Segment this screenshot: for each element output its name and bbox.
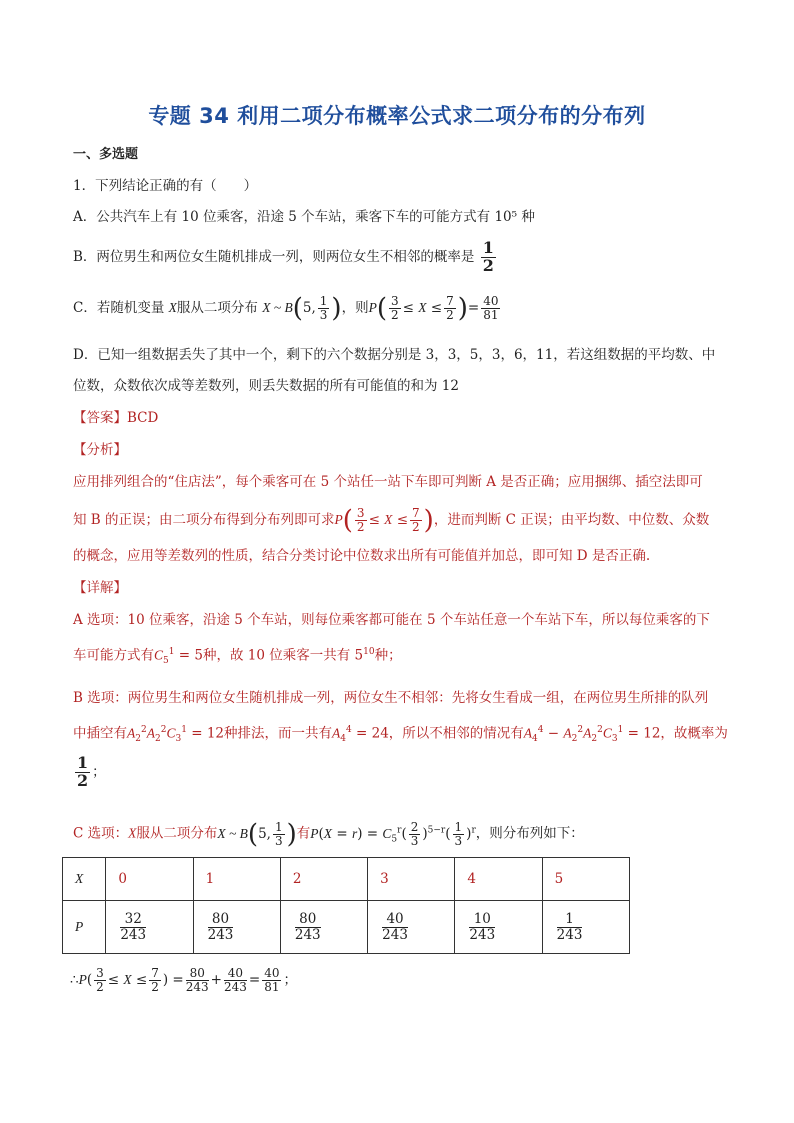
detail-b2-c: ，所以不相邻的情况有	[388, 725, 524, 742]
table-cell-p: $\frac{10}{243}$	[455, 901, 542, 954]
option-c-prefix: C．若随机变量	[73, 300, 165, 316]
analysis-line2-a: 知 B 的正误；由二项分布得到分布列即可求	[73, 512, 335, 528]
table-row	[63, 901, 630, 954]
detail-a-line2: 车可能方式有$C_5^1 = 5$种，故 10 位乘客一共有 $5^{10}$种；	[73, 647, 402, 667]
detail-b2-d: ，故概率为	[660, 725, 728, 742]
option-d-line2: 位数，众数依次成等差数列，则丢失数据的所有可能值的和为 12	[73, 378, 459, 394]
answer	[73, 408, 158, 428]
table-cell-p: $\frac{80}{243}$	[193, 901, 280, 954]
var-x: X	[168, 300, 177, 315]
table-header-x: X	[63, 858, 106, 901]
detail-c1-c: 有	[296, 825, 311, 842]
detail-label: 【详解】	[73, 580, 127, 596]
detail-b2-b: 种排法，而一共有	[224, 725, 332, 742]
detail-b-line1: B 选项：两位男生和两位女生随机排成一列，两位女生不相邻：先将女生看成一组，在两位男生所排的队列	[73, 690, 709, 706]
table-cell-x: 2	[280, 858, 367, 901]
option-b	[73, 240, 498, 275]
option-a: A．公共汽车上有 10 位乘客，沿途 5 个车站，乘客下车的可能方式有 10⁵ 种	[73, 209, 535, 225]
page-title: 专题 34 利用二项分布概率公式求二项分布的分布列	[148, 104, 646, 128]
table-cell-p: $\frac{1}{243}$	[542, 901, 629, 954]
question-stem: 1．下列结论正确的有（ ）	[73, 178, 258, 194]
section-heading: 一、多选题	[73, 147, 139, 162]
analysis-line2: 知 B 的正误；由二项分布得到分布列即可求P( $\frac{3}{2}$ ≤ X ≤ $\frac{7}{2}$ )，进而判断 C 正误；由平均数、中位数、众数	[73, 505, 710, 536]
fraction-one-half: $\frac{1}{2}$	[482, 238, 494, 275]
detail-c1-a: C 选项：	[73, 825, 129, 842]
fraction-one-half-result: $\frac{1}{2}$	[77, 753, 89, 790]
table-cell-p: $\frac{40}{243}$	[368, 901, 455, 954]
table-cell-p: $\frac{80}{243}$	[280, 901, 367, 954]
option-c: C．若随机变量 X服从二项分布 X ~ B(5, $\frac{1}{3}$ )，则P( $\frac{3}{2}$ ≤ X ≤ $\frac{7}{2}$ )= $\frac{40}{81}$	[73, 293, 499, 324]
option-c-mid: 服从二项分布	[176, 300, 258, 316]
detail-a2-a: 车可能方式有	[73, 647, 154, 664]
detail-c-line: C 选项：X服从二项分布X ~ B(5, $\frac{1}{3}$ )有$P(X = r) = C_5^r$( $\frac{2}{3}$ )$^{5-r}$( $\frac{1}{3}$ )$^r$，则分布列如下：	[73, 819, 584, 849]
detail-b2-a: 中插空有	[73, 725, 127, 742]
analysis-line3: 的概念，应用等差数列的性质，结合分类讨论中位数求出所有可能值并加总，即可知 D 是否正确.	[73, 548, 651, 564]
analysis-line2-b: ，进而判断 C 正误；由平均数、中位数、众数	[433, 512, 710, 528]
answer-label: 【答案】	[73, 410, 127, 426]
answer-value: BCD	[127, 410, 159, 426]
detail-b-fraction: $\frac{1}{2}$ ；	[77, 753, 106, 790]
table-header-p: P	[63, 901, 106, 954]
option-b-text: B．两位男生和两位女生随机排成一列，则两位女生不相邻的概率是	[73, 248, 475, 265]
table-cell-x: 3	[368, 858, 455, 901]
table-cell-p: $\frac{32}{243}$	[106, 901, 193, 954]
binomial-notation: X ~ B	[262, 300, 293, 315]
detail-b-line2: 中插空有$A_2^2A_2^2C_3^1 = 12$种排法，而一共有$A_4^4 = 24$，所以不相邻的情况有$A_4^4 - A_2^2A_2^2C_3^1 = 12$，故概率为	[73, 725, 728, 745]
table-cell-x: 5	[542, 858, 629, 901]
detail-a2-c: 种；	[374, 647, 402, 664]
table-cell-x: 4	[455, 858, 542, 901]
therefore-symbol: ∴	[70, 972, 79, 988]
final-equation: ∴P( $\frac{3}{2}$ ≤ X ≤ $\frac{7}{2}$ ) = $\frac{80}{243}$ + $\frac{40}{243}$ = $\frac{40}{81}$ ；	[70, 966, 297, 994]
analysis-line1: 应用排列组合的“住店法”，每个乘客可在 5 个站任一站下车即可判断 A 是否正确；应用捆绑、插空法即可	[73, 474, 703, 490]
option-d-line1: D．已知一组数据丢失了其中一个，剩下的六个数据分别是 3，3，5，3，6，11，若这组数据的平均数、中	[73, 347, 716, 363]
detail-a-line1: A 选项：10 位乘客，沿途 5 个车站，则每位乘客都可能在 5 个车站任意一个车站下车，所以每位乘客的下	[73, 612, 710, 628]
analysis-label: 【分析】	[73, 442, 127, 458]
distribution-table	[62, 857, 630, 954]
detail-c1-b: 服从二项分布	[136, 825, 218, 842]
table-cell-x: 0	[106, 858, 193, 901]
detail-a2-b: 种，故 10 位乘客一共有	[202, 647, 351, 664]
table-row	[63, 858, 630, 901]
detail-c1-d: ，则分布列如下：	[475, 825, 584, 842]
table-cell-x: 1	[193, 858, 280, 901]
